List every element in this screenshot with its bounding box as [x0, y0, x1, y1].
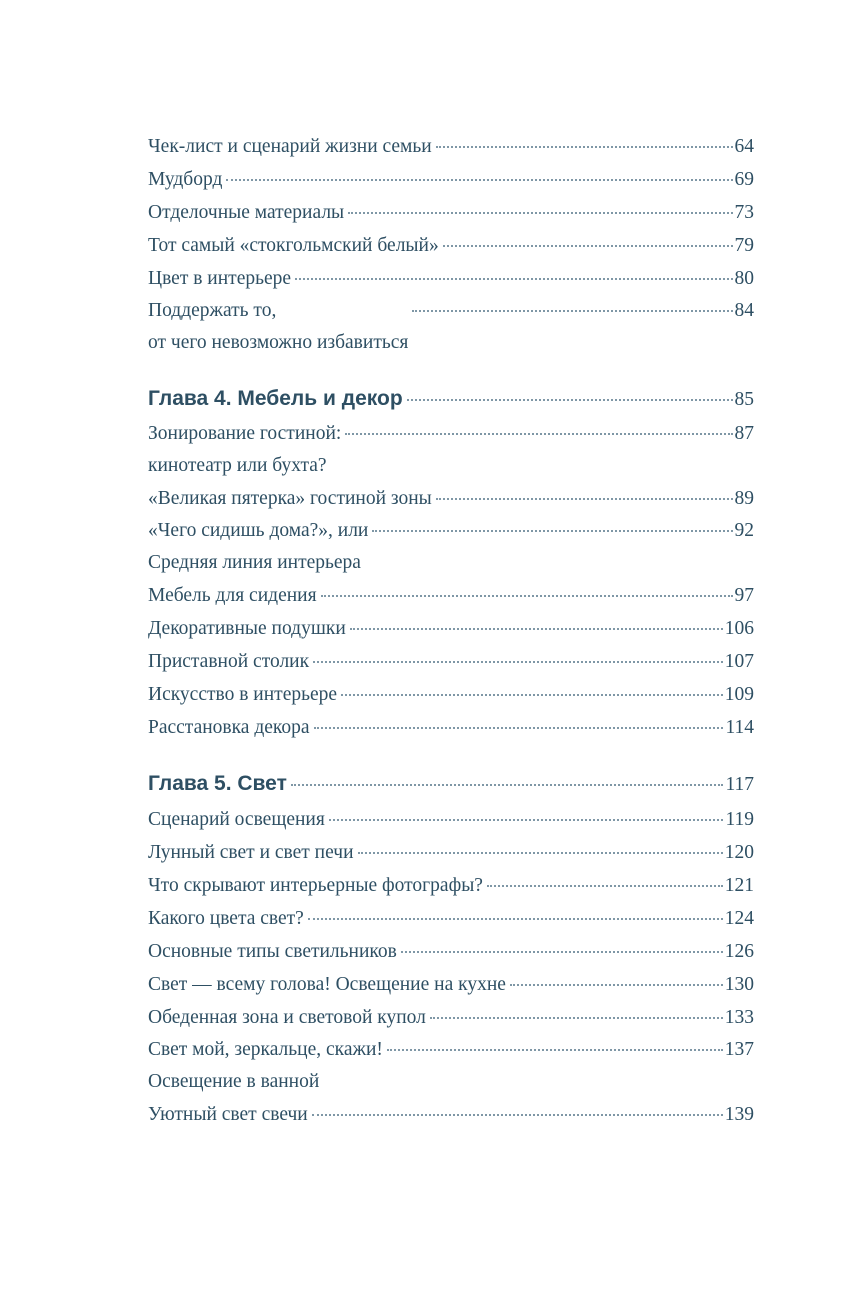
dot-leader — [412, 310, 732, 312]
page-number: 121 — [724, 875, 754, 896]
page-number: 64 — [734, 136, 754, 157]
toc-section — [148, 381, 754, 744]
toc-entry[interactable] — [148, 612, 754, 645]
dot-leader — [308, 918, 723, 920]
page-number: 79 — [734, 235, 754, 256]
chapter-heading[interactable] — [148, 381, 754, 418]
page-number: 73 — [734, 202, 754, 223]
page-number: 124 — [724, 908, 754, 929]
entry-title: Расстановка декора — [148, 717, 310, 738]
entry-title: Тот самый «стокгольмский белый» — [148, 235, 439, 256]
dot-leader — [312, 1114, 723, 1116]
toc-entry[interactable] — [148, 515, 754, 579]
toc-entry[interactable] — [148, 482, 754, 515]
entry-title: Отделочные материалы — [148, 202, 345, 223]
entry-title: Уютный свет свечи — [148, 1104, 308, 1125]
dot-leader — [348, 212, 732, 214]
page-number: 117 — [725, 774, 754, 795]
page-number: 114 — [725, 717, 754, 738]
entry-title: Лунный свет и свет печи — [148, 842, 354, 863]
entry-title: «Чего сидишь дома?», или Средняя линия интерьера — [148, 520, 369, 573]
dot-leader — [314, 727, 724, 729]
dot-leader — [436, 498, 733, 500]
entry-title: Поддержать то, от чего невозможно избавиться — [148, 300, 409, 353]
toc-entry[interactable] — [148, 968, 754, 1001]
dot-leader — [407, 399, 733, 401]
toc-entry[interactable] — [148, 1001, 754, 1034]
toc-entry[interactable] — [148, 229, 754, 262]
page-number: 106 — [724, 618, 754, 639]
page-number: 85 — [734, 389, 754, 410]
toc-entry[interactable] — [148, 678, 754, 711]
toc-entry[interactable] — [148, 130, 754, 163]
entry-title: Мебель для сидения — [148, 585, 317, 606]
page-number: 120 — [724, 842, 754, 863]
entry-title: Приставной столик — [148, 651, 310, 672]
page-number: 80 — [734, 268, 754, 289]
toc-entry[interactable] — [148, 836, 754, 869]
toc-entry[interactable] — [148, 645, 754, 678]
dot-leader — [345, 433, 732, 435]
dot-leader — [510, 984, 723, 986]
entry-title: Декоративные подушки — [148, 618, 346, 639]
page-number: 69 — [734, 169, 754, 190]
page-number: 97 — [734, 585, 754, 606]
entry-title: Обеденная зона и световой купол — [148, 1007, 426, 1028]
dot-leader — [321, 595, 733, 597]
dot-leader — [291, 784, 724, 786]
dot-leader — [341, 694, 723, 696]
page-number: 92 — [734, 520, 754, 541]
entry-title: Искусство в интерьере — [148, 684, 338, 705]
dot-leader — [401, 951, 723, 953]
entry-title: «Великая пятерка» гостиной зоны — [148, 488, 432, 509]
page-number: 89 — [734, 488, 754, 509]
chapter-title: Глава 5. Свет — [148, 772, 287, 795]
dot-leader — [358, 852, 723, 854]
entry-title: Зонирование гостиной: кинотеатр или бухта? — [148, 423, 342, 476]
dot-leader — [436, 146, 733, 148]
page-number: 84 — [734, 300, 754, 321]
dot-leader — [487, 885, 723, 887]
entry-title: Свет — всему голова! Освещение на кухне — [148, 974, 506, 995]
dot-leader — [430, 1017, 723, 1019]
entry-title: Основные типы светильников — [148, 941, 397, 962]
page-number: 107 — [724, 651, 754, 672]
entry-title: Сценарий освещения — [148, 809, 325, 830]
chapter-heading[interactable] — [148, 766, 754, 803]
toc-entry[interactable] — [148, 935, 754, 968]
entry-title: Свет мой, зеркальце, скажи! Освещение в ванной — [148, 1039, 383, 1092]
toc-entry[interactable] — [148, 196, 754, 229]
dot-leader — [372, 530, 732, 532]
dot-leader — [313, 661, 723, 663]
toc-entry[interactable] — [148, 1098, 754, 1131]
entry-title: Цвет в интерьере — [148, 268, 292, 289]
toc-section — [148, 130, 754, 359]
dot-leader — [350, 628, 723, 630]
entry-title: Чек-лист и сценарий жизни семьи — [148, 136, 432, 157]
page-number: 137 — [724, 1039, 754, 1060]
dot-leader — [443, 245, 733, 247]
toc-entry[interactable] — [148, 579, 754, 612]
page-number: 119 — [725, 809, 754, 830]
page-number: 139 — [724, 1104, 754, 1125]
toc-section — [148, 766, 754, 1131]
entry-title: Мудборд — [148, 169, 223, 190]
page-number: 133 — [724, 1007, 754, 1028]
page-number: 126 — [724, 941, 754, 962]
dot-leader — [387, 1049, 723, 1051]
page-number: 130 — [724, 974, 754, 995]
toc-entry[interactable] — [148, 902, 754, 935]
toc-entry[interactable] — [148, 803, 754, 836]
toc-entry[interactable] — [148, 418, 754, 482]
page-number: 87 — [734, 423, 754, 444]
toc-entry[interactable] — [148, 163, 754, 196]
toc-entry[interactable] — [148, 262, 754, 295]
chapter-title: Глава 4. Мебель и декор — [148, 387, 403, 410]
page-number: 109 — [724, 684, 754, 705]
table-of-contents — [148, 130, 754, 1131]
dot-leader — [329, 819, 724, 821]
entry-title: Что скрывают интерьерные фотографы? — [148, 875, 483, 896]
toc-entry[interactable] — [148, 869, 754, 902]
toc-entry[interactable] — [148, 295, 754, 359]
toc-entry[interactable] — [148, 711, 754, 744]
entry-title: Какого цвета свет? — [148, 908, 304, 929]
toc-entry[interactable] — [148, 1034, 754, 1098]
dot-leader — [226, 179, 732, 181]
dot-leader — [295, 278, 732, 280]
